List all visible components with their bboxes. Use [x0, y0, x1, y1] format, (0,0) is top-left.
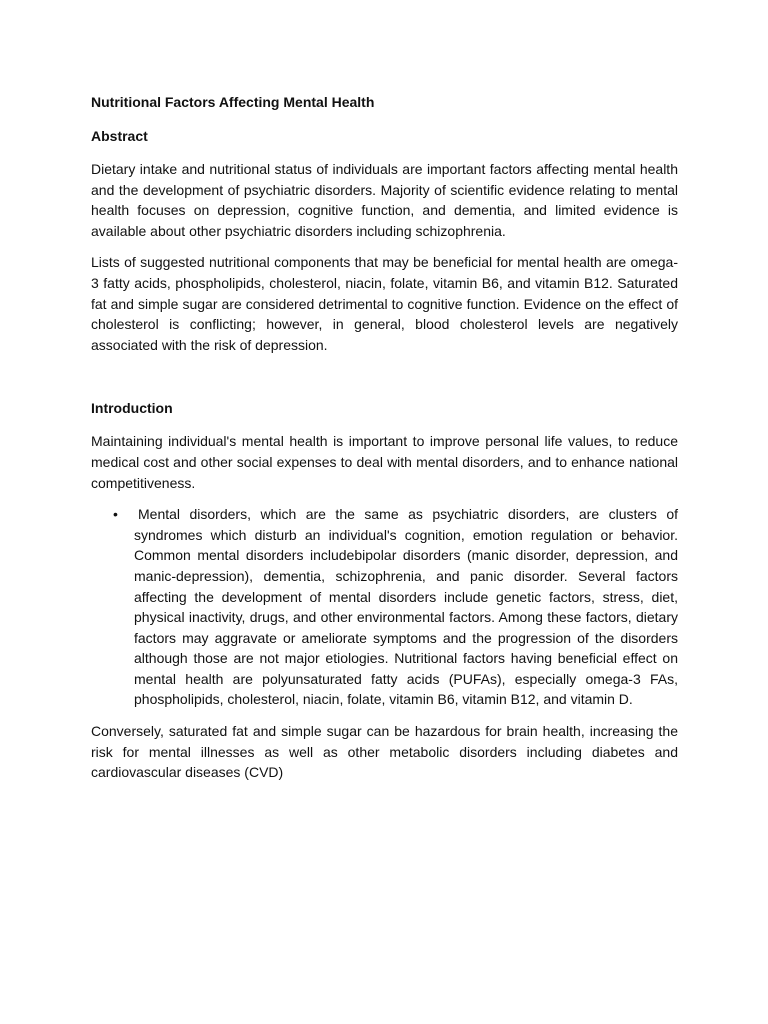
bullet-list [91, 504, 678, 710]
document-title: Nutritional Factors Affecting Mental Health [91, 94, 375, 110]
abstract-paragraph-1: Dietary intake and nutritional status of individuals are important factors affecting mental health and the development of psychiatric disorders. Majority of scientific evidence relating to mental health focuses on depression, cognitive function, and dementia, and limited evidence is available about other psychiatric disorders including schizophrenia. [91, 161, 678, 239]
bullet-text: Mental disorders, which are the same as psychiatric disorders, are clusters of syndromes which disturb an individual's cognition, emotion regulation or behavior. Common mental disorders includebipolar disorders (manic disorder, depression, and manic-depression), dementia, schizophrenia, and panic disorder. Several factors affecting the development of mental disorders include genetic factors, stress, diet, physical inactivity, drugs, and other environmental factors. Among these factors, dietary factors may aggravate or ameliorate symptoms and the progression of the disorders although those are not major etiologies. Nutritional factors having beneficial effect on mental health are polyunsaturated fatty acids (PUFAs), especially omega-3 FAs, phospholipids, cholesterol, niacin, folate, vitamin B6, vitamin B12, and vitamin D. [134, 506, 678, 708]
bullet-icon: • [113, 506, 118, 523]
list-item [91, 504, 678, 710]
introduction-heading: Introduction [91, 400, 173, 417]
introduction-paragraph-2: Conversely, saturated fat and simple sugar can be hazardous for brain health, increasing the risk for mental illnesses as well as other metabolic disorders including diabetes and cardiovascular diseases (CVD) [91, 723, 678, 781]
abstract-paragraph-2: Lists of suggested nutritional components that may be beneficial for mental health are omega-3 fatty acids, phospholipids, cholesterol, niacin, folate, vitamin B6, and vitamin B12. Saturated fat and simple sugar are considered detrimental to cognitive function. Evidence on the effect of cholesterol is conflicting; however, in general, blood cholesterol levels are negatively associated with the risk of depression. [91, 254, 678, 353]
section-spacer [91, 366, 678, 398]
abstract-heading: Abstract [91, 128, 148, 144]
introduction-paragraph-1: Maintaining individual's mental health is important to improve personal life values, to reduce medical cost and other social expenses to deal with mental disorders, and to enhance national competitiveness. [91, 433, 678, 491]
document-body [91, 92, 678, 794]
